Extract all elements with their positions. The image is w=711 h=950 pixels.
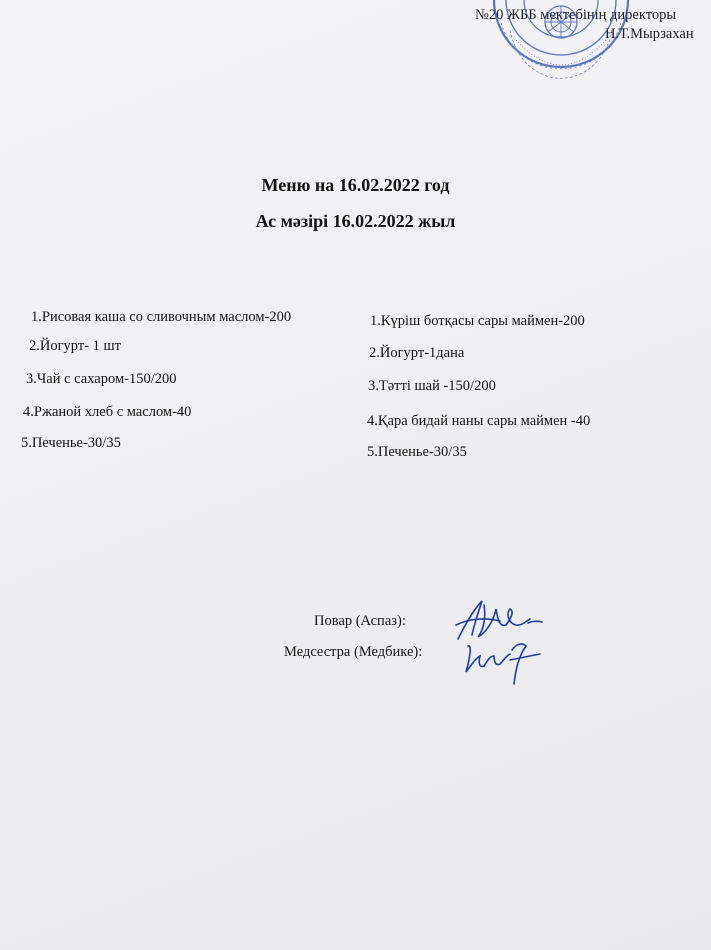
school-seal-stamp <box>486 0 636 130</box>
title-ru: Меню на 16.02.2022 год <box>261 175 450 195</box>
menu-item-ru-3: 3.Чай с сахаром-150/200 <box>26 371 177 387</box>
nurse-signature <box>460 636 544 686</box>
menu-item-ru-1: 1.Рисовая каша со сливочным маслом-200 <box>31 309 292 325</box>
menu-item-kz-2: 2.Йогурт-1дана <box>369 345 465 361</box>
menu-item-kz-4: 4.Қара бидай наны сары маймен -40 <box>367 413 591 429</box>
menu-item-kz-5: 5.Печенье-30/35 <box>367 444 467 460</box>
menu-item-ru-2: 2.Йогурт- 1 шт <box>29 338 122 354</box>
cook-label: Повар (Аспаз): <box>314 613 406 629</box>
menu-item-kz-3: 3.Тәтті шай -150/200 <box>368 378 496 394</box>
approval-line-name: Н.Т.Мырзахан <box>605 26 694 42</box>
title-kz: Ас мәзірі 16.02.2022 жыл <box>255 211 456 231</box>
menu-item-ru-5: 5.Печенье-30/35 <box>21 435 121 451</box>
nurse-label: Медсестра (Медбике): <box>284 644 423 660</box>
approval-line-director: №20 ЖББ мектебінің директоры <box>475 7 677 23</box>
menu-item-ru-4: 4.Ржаной хлеб с маслом-40 <box>23 404 192 420</box>
menu-item-kz-1: 1.Күріш ботқасы сары маймен-200 <box>370 313 585 329</box>
